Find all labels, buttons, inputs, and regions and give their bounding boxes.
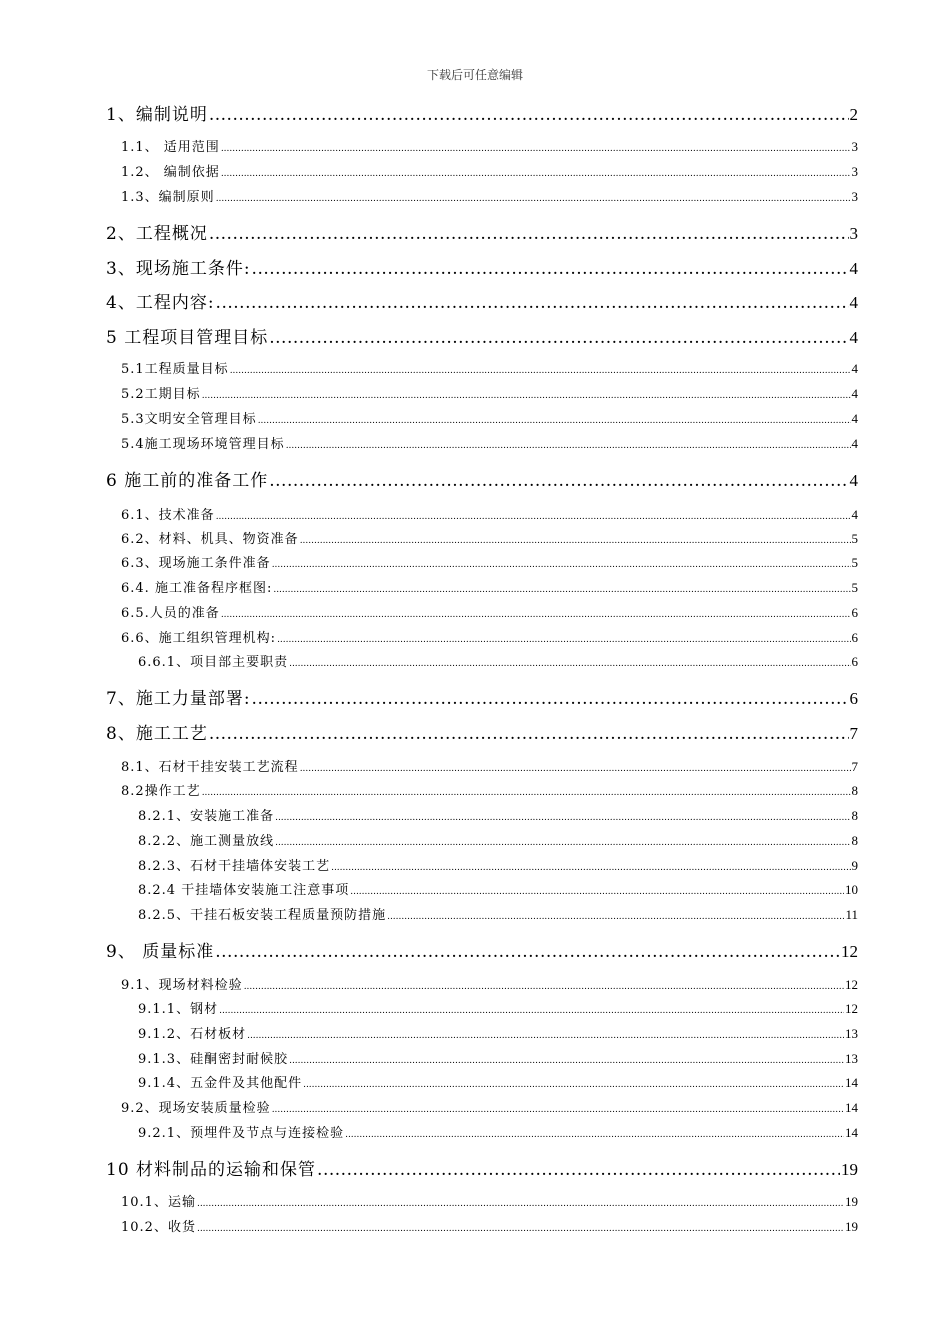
toc-leader-dots bbox=[272, 560, 851, 570]
toc-entry-page: 11 bbox=[845, 907, 858, 922]
toc-leader-dots bbox=[209, 224, 849, 244]
toc-leader-dots bbox=[300, 536, 851, 546]
toc-entry[interactable] bbox=[121, 504, 858, 522]
toc-leader-dots bbox=[277, 635, 850, 645]
toc-entry-label: 9.1、现场材料检验 bbox=[121, 978, 243, 993]
toc-entry-page: 5 bbox=[851, 580, 858, 595]
toc-entry-page: 8 bbox=[851, 833, 858, 848]
toc-leader-dots bbox=[202, 391, 851, 401]
toc-entry-label: 8.2.1、安装施工准备 bbox=[138, 809, 275, 824]
toc-entry-label: 5.2工期目标 bbox=[121, 387, 201, 402]
toc-entry[interactable] bbox=[121, 433, 858, 451]
toc-entry-page: 19 bbox=[841, 1160, 858, 1179]
toc-entry[interactable] bbox=[121, 186, 858, 204]
toc-leader-dots bbox=[269, 328, 848, 348]
toc-entry-label: 1.1、 适用范围 bbox=[121, 140, 220, 155]
toc-entry[interactable] bbox=[121, 602, 858, 620]
toc-entry-label: 10.1、运输 bbox=[121, 1195, 196, 1210]
toc-leader-dots bbox=[230, 366, 851, 376]
toc-entry-page: 8 bbox=[851, 808, 858, 823]
toc-leader-dots bbox=[197, 1199, 844, 1209]
toc-leader-dots bbox=[244, 982, 844, 992]
toc-leader-dots bbox=[300, 764, 851, 774]
toc-entry-label: 5.3文明安全管理目标 bbox=[121, 412, 257, 427]
toc-entry[interactable] bbox=[138, 1122, 858, 1140]
toc-entry-page: 3 bbox=[851, 164, 858, 179]
toc-entry-page: 4 bbox=[849, 259, 858, 278]
toc-entry-page: 3 bbox=[851, 189, 858, 204]
toc-entry-page: 12 bbox=[841, 942, 858, 961]
toc-entry-page: 3 bbox=[851, 139, 858, 154]
toc-entry[interactable] bbox=[121, 383, 858, 401]
toc-entry[interactable] bbox=[121, 1216, 858, 1234]
toc-entry-label: 8、施工工艺 bbox=[106, 724, 208, 744]
toc-entry-label: 6.2、材料、机具、物资准备 bbox=[121, 532, 299, 547]
toc-entry-label: 9.1.2、石材板材 bbox=[138, 1027, 247, 1042]
toc-entry-label: 5.1工程质量目标 bbox=[121, 362, 229, 377]
toc-entry[interactable] bbox=[121, 136, 858, 154]
toc-entry-page: 4 bbox=[849, 293, 858, 312]
toc-entry-label: 5.4施工现场环境管理目标 bbox=[121, 437, 285, 452]
toc-entry-page: 4 bbox=[851, 507, 858, 522]
toc-entry-page: 19 bbox=[845, 1194, 858, 1209]
toc-entry-page: 6 bbox=[851, 630, 858, 645]
toc-leader-dots bbox=[209, 105, 849, 125]
toc-leader-dots bbox=[202, 788, 851, 798]
toc-entry-page: 13 bbox=[845, 1051, 858, 1066]
toc-entry[interactable] bbox=[121, 408, 858, 426]
toc-leader-dots bbox=[289, 1056, 844, 1066]
toc-leader-dots bbox=[216, 512, 851, 522]
toc-entry[interactable] bbox=[106, 466, 858, 490]
toc-leader-dots bbox=[216, 194, 851, 204]
toc-leader-dots bbox=[303, 1080, 844, 1090]
toc-entry-label: 8.1、石材干挂安装工艺流程 bbox=[121, 760, 299, 775]
toc-entry[interactable] bbox=[121, 780, 858, 798]
toc-leader-dots bbox=[209, 724, 849, 744]
toc-entry[interactable] bbox=[121, 756, 858, 774]
toc-entry-page: 4 bbox=[851, 411, 858, 426]
toc-entry-page: 14 bbox=[845, 1100, 858, 1115]
toc-leader-dots bbox=[197, 1224, 844, 1234]
page-header: 下载后可任意编辑 bbox=[426, 68, 523, 82]
toc-entry[interactable] bbox=[121, 358, 858, 376]
toc-entry-page: 3 bbox=[849, 224, 858, 243]
toc-leader-dots bbox=[219, 1006, 844, 1016]
toc-entry[interactable] bbox=[106, 719, 858, 743]
toc-leader-dots bbox=[345, 1130, 844, 1140]
toc-entry[interactable] bbox=[121, 528, 858, 546]
toc-entry[interactable] bbox=[121, 552, 858, 570]
toc-entry-page: 10 bbox=[845, 882, 858, 897]
toc-entry-page: 14 bbox=[845, 1125, 858, 1140]
toc-entry[interactable] bbox=[121, 974, 858, 992]
toc-leader-dots bbox=[317, 1160, 840, 1180]
toc-entry-label: 6.6.1、项目部主要职责 bbox=[138, 655, 289, 670]
toc-leader-dots bbox=[275, 813, 850, 823]
toc-leader-dots bbox=[216, 293, 849, 313]
toc-entry-page: 19 bbox=[845, 1219, 858, 1234]
toc-entry-page: 5 bbox=[851, 531, 858, 546]
toc-leader-dots bbox=[221, 169, 851, 179]
toc-entry-page: 4 bbox=[849, 328, 858, 347]
toc-entry-page: 14 bbox=[845, 1075, 858, 1090]
toc-entry-page: 12 bbox=[845, 1001, 858, 1016]
toc-entry-page: 6 bbox=[851, 605, 858, 620]
toc-leader-dots bbox=[221, 610, 851, 620]
toc-entry-label: 9.1.1、钢材 bbox=[138, 1002, 219, 1017]
toc-entry[interactable] bbox=[106, 288, 858, 312]
toc-entry[interactable] bbox=[138, 805, 858, 823]
toc-entry[interactable] bbox=[106, 323, 858, 347]
toc-leader-dots bbox=[275, 838, 850, 848]
toc-entry-page: 4 bbox=[851, 361, 858, 376]
toc-entry[interactable] bbox=[106, 684, 858, 708]
toc-entry-label: 8.2.3、石材干挂墙体安装工艺 bbox=[138, 859, 331, 874]
toc-entry[interactable] bbox=[121, 161, 858, 179]
toc-entry-label: 1.3、编制原则 bbox=[121, 190, 215, 205]
toc-entry[interactable] bbox=[121, 1191, 858, 1209]
toc-leader-dots bbox=[350, 887, 844, 897]
toc-entry-page: 5 bbox=[851, 555, 858, 570]
toc-entry-label: 2、工程概况 bbox=[106, 224, 208, 244]
toc-leader-dots bbox=[331, 863, 850, 873]
toc-entry[interactable] bbox=[106, 100, 858, 124]
toc-entry-page: 6 bbox=[851, 654, 858, 669]
toc-leader-dots bbox=[387, 912, 844, 922]
toc-entry-label: 9.2、现场安装质量检验 bbox=[121, 1101, 271, 1116]
toc-entry-label: 6.4. 施工准备程序框图: bbox=[121, 581, 273, 596]
toc-leader-dots bbox=[289, 659, 850, 669]
toc-entry-label: 10.2、收货 bbox=[121, 1220, 196, 1235]
toc-entry[interactable] bbox=[138, 1023, 858, 1041]
toc-leader-dots bbox=[269, 471, 848, 491]
toc-entry-page: 8 bbox=[851, 783, 858, 798]
toc-leader-dots bbox=[258, 416, 851, 426]
toc-entry-page: 9 bbox=[851, 858, 858, 873]
toc-entry-label: 6.3、现场施工条件准备 bbox=[121, 556, 271, 571]
toc-entry-label: 9.2.1、预埋件及节点与连接检验 bbox=[138, 1126, 345, 1141]
toc-entry[interactable] bbox=[138, 830, 858, 848]
toc-entry-page: 6 bbox=[849, 689, 858, 708]
toc-entry-page: 4 bbox=[849, 471, 858, 490]
toc-entry[interactable] bbox=[106, 937, 858, 961]
toc-entry-page: 4 bbox=[851, 436, 858, 451]
toc-leader-dots bbox=[286, 441, 851, 451]
toc-entry-label: 6 施工前的准备工作 bbox=[106, 471, 269, 491]
toc-entry[interactable] bbox=[138, 879, 858, 897]
toc-entry-label: 3、现场施工条件: bbox=[106, 259, 251, 279]
toc-entry[interactable] bbox=[121, 627, 858, 645]
toc-entry[interactable] bbox=[138, 998, 858, 1016]
toc-entry-label: 9.1.3、硅酮密封耐候胶 bbox=[138, 1052, 289, 1067]
toc-leader-dots bbox=[221, 144, 851, 154]
toc-leader-dots bbox=[215, 942, 840, 962]
toc-entry-label: 10 材料制品的运输和保管 bbox=[106, 1160, 317, 1180]
toc-entry[interactable] bbox=[138, 855, 858, 873]
toc-entry-label: 6.6、施工组织管理机构: bbox=[121, 631, 277, 646]
toc-entry-label: 8.2.5、干挂石板安装工程质量预防措施 bbox=[138, 908, 387, 923]
toc-entry-label: 1、编制说明 bbox=[106, 105, 208, 125]
toc-entry-label: 8.2.2、施工测量放线 bbox=[138, 834, 275, 849]
toc-entry-label: 8.2.4 干挂墙体安装施工注意事项 bbox=[138, 883, 350, 898]
toc-entry-label: 9、 质量标准 bbox=[106, 942, 215, 962]
toc-leader-dots bbox=[272, 1105, 844, 1115]
toc-entry[interactable] bbox=[106, 1155, 858, 1179]
toc-leader-dots bbox=[273, 585, 850, 595]
toc-entry-label: 6.1、技术准备 bbox=[121, 508, 215, 523]
toc-entry-page: 4 bbox=[851, 386, 858, 401]
toc-entry[interactable] bbox=[138, 904, 858, 922]
toc-entry-page: 7 bbox=[849, 724, 858, 743]
toc-entry-label: 9.1.4、五金件及其他配件 bbox=[138, 1076, 303, 1091]
toc-leader-dots bbox=[252, 259, 849, 279]
toc-entry[interactable] bbox=[138, 1048, 858, 1066]
toc-entry[interactable] bbox=[138, 1072, 858, 1090]
toc-entry[interactable] bbox=[138, 651, 858, 669]
toc-entry-label: 4、工程内容: bbox=[106, 293, 215, 313]
toc-entry[interactable] bbox=[106, 254, 858, 278]
toc-entry-page: 7 bbox=[851, 759, 858, 774]
toc-entry-page: 12 bbox=[845, 977, 858, 992]
toc-entry[interactable] bbox=[106, 219, 858, 243]
toc-entry[interactable] bbox=[121, 1097, 858, 1115]
toc-entry-label: 7、施工力量部署: bbox=[106, 689, 251, 709]
toc-leader-dots bbox=[252, 689, 849, 709]
toc-entry-label: 1.2、 编制依据 bbox=[121, 165, 220, 180]
toc-entry-page: 13 bbox=[845, 1026, 858, 1041]
toc-entry-label: 8.2操作工艺 bbox=[121, 784, 201, 799]
toc-entry-label: 6.5.人员的准备 bbox=[121, 606, 220, 621]
toc-entry[interactable] bbox=[121, 577, 858, 595]
toc-entry-page: 2 bbox=[849, 105, 858, 124]
toc-leader-dots bbox=[247, 1031, 844, 1041]
toc-entry-label: 5 工程项目管理目标 bbox=[106, 328, 269, 348]
